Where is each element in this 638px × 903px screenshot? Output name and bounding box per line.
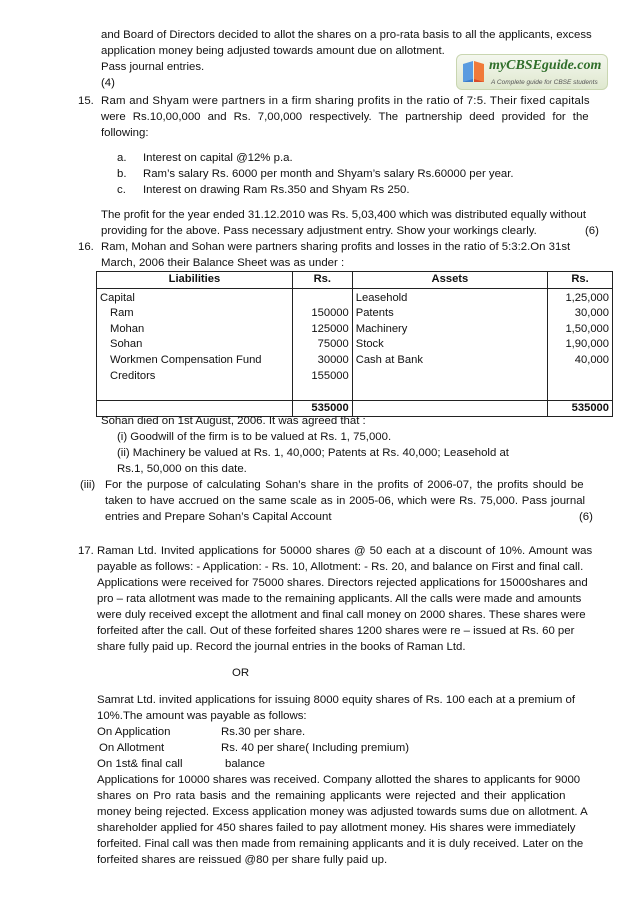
q17-line-7: share fully paid up. Record the journal entries in the books of Raman Ltd. — [97, 641, 466, 653]
q15-item-c-marker: c. — [117, 184, 126, 196]
liability-sohan: Sohan — [110, 338, 143, 351]
liability-capital: Capital — [100, 291, 135, 304]
schedule-value-final-call: balance — [225, 758, 265, 770]
amount-capital — [296, 291, 349, 307]
q17-or: OR — [232, 667, 250, 679]
q17-line-1: Raman Ltd. Invited applications for 50000 shares @ 50 each at a discount of 10%. Amount was — [97, 545, 593, 557]
q16-after-2: (i) Goodwill of the firm is to be valued at Rs. 1, 75,000. — [117, 431, 392, 443]
liability-amounts-cell — [292, 288, 352, 400]
q17-number: 17. — [78, 545, 94, 557]
q15-item-b-marker: b. — [117, 168, 127, 180]
schedule-label-allotment: On Allotment — [99, 742, 165, 754]
schedule-label-application: On Application — [97, 726, 171, 738]
q15-line-2: were Rs.10,00,000 and Rs. 7,00,000 respectively. The partnership deed provided for the — [101, 111, 589, 123]
q17-line-4: pro – rata allotment was made to the remaining applicants. All the calls were made and amounts — [97, 593, 582, 605]
q17-line-2: payable as follows: - Application: - Rs. 10, Allotment: - Rs. 20, and balance on First and final call. — [97, 561, 584, 573]
amount-cash: 40,000 — [574, 353, 609, 366]
q15-number: 15. — [78, 95, 94, 107]
schedule-value-application: Rs.30 per share. — [221, 726, 306, 738]
liability-workmen-fund: Workmen Compensation Fund — [110, 353, 262, 366]
amount-patents: 30,000 — [574, 307, 609, 320]
q17-final-line-5: forfeited. Final call was then made from remaining applicants and it is duly received. Later on the — [97, 838, 584, 850]
amount-mohan: 125000 — [311, 322, 349, 335]
q16-number: 16. — [78, 241, 94, 253]
liability-creditors: Creditors — [110, 369, 156, 382]
amount-leasehold: 1,25,000 — [565, 291, 609, 304]
q17-line-5: were duly received except the allotment and final call money on 2000 shares. These shares were — [97, 609, 586, 621]
header-assets: Assets — [352, 272, 547, 289]
schedule-value-allotment: Rs. 40 per share( Including premium) — [221, 742, 410, 754]
q15-para-1: The profit for the year ended 31.12.2010 was Rs. 5,03,400 which was distributed equally without — [101, 209, 587, 221]
q16-after-4: Rs.1, 50,000 on this date. — [117, 463, 247, 475]
balance-sheet-table — [96, 271, 613, 417]
logo-name: myCBSEguide.com — [489, 58, 602, 73]
q16-line-2: March, 2006 their Balance Sheet was as under : — [101, 257, 345, 269]
asset-stock: Stock — [355, 338, 384, 351]
total-right-label — [352, 400, 547, 417]
q17-final-line-6: forfeited shares are reissued @80 per share fully paid up. — [97, 854, 388, 866]
q15-item-c: Interest on drawing Ram Rs.350 and Shyam Rs 250. — [143, 184, 410, 196]
liabilities-cell — [97, 288, 293, 400]
q17-line-6: forfeited after the call. Out of these forfeited shares 1200 shares were re – issued at Rs. 60 per — [97, 625, 575, 637]
logo-tagline: A Complete guide for CBSE students — [491, 79, 598, 86]
q16-iii-line-3: entries and Prepare Sohan’s Capital Account — [105, 511, 332, 523]
q14-marks: (4) — [101, 77, 115, 89]
q16-iii-marker: (iii) — [80, 479, 96, 491]
q16-iii-line-1: For the purpose of calculating Sohan’s share in the profits of 2006-07, the profits should be — [105, 479, 584, 491]
q15-item-a: Interest on capital @12% p.a. — [143, 152, 293, 164]
asset-machinery: Machinery — [355, 322, 408, 335]
header-liabilities: Liabilities — [97, 272, 293, 289]
q17-alt-line-1: Samrat Ltd. invited applications for issuing 8000 equity shares of Rs. 100 each at a premium of — [97, 694, 576, 706]
header-rs-left: Rs. — [292, 272, 352, 289]
mycbseguide-logo — [456, 54, 608, 90]
asset-leasehold: Leasehold — [355, 291, 408, 304]
amount-sohan: 75000 — [317, 338, 349, 351]
q15-item-a-marker: a. — [117, 152, 127, 164]
q16-marks: (6) — [579, 511, 593, 523]
q17-line-3: Applications were received for 75000 shares. Directors rejected applications for 15000shares and — [97, 577, 588, 589]
q17-final-line-1: Applications for 10000 shares was received. Company allotted the shares to applicants for 9000 — [97, 774, 581, 786]
assets-cell — [352, 288, 547, 400]
q15-marks: (6) — [585, 225, 599, 237]
total-left: 535000 — [292, 400, 352, 417]
q16-iii-line-2: taken to have accrued on the same scale as in 2005-06, which were Rs. 75,000. Pass journal — [105, 495, 586, 507]
amount-stock: 1,90,000 — [565, 338, 609, 351]
schedule-label-final-call: On 1st& final call — [97, 758, 183, 770]
q16-after-3: (ii) Machinery be valued at Rs. 1, 40,000; Patents at Rs. 40,000; Leasehold at — [117, 447, 509, 459]
table-header-row — [97, 272, 613, 289]
q15-item-b: Ram’s salary Rs. 6000 per month and Shyam’s salary Rs.60000 per year. — [143, 168, 514, 180]
table-body-row — [97, 288, 613, 400]
amount-ram: 150000 — [311, 307, 349, 320]
total-right: 535000 — [548, 400, 613, 417]
q14-line-2: application money being adjusted towards amount due on allotment. — [101, 45, 445, 57]
amount-machinery: 1,50,000 — [565, 322, 609, 335]
q15-para-2: providing for the above. Pass necessary adjustment entry. Show your workings clearly. — [101, 225, 537, 237]
q14-line-1: and Board of Directors decided to allot the shares on a pro-rata basis to all the applicants, excess — [101, 29, 592, 41]
q14-line-3: Pass journal entries. — [101, 61, 205, 73]
asset-patents: Patents — [355, 307, 394, 320]
asset-amounts-cell — [548, 288, 613, 400]
q17-final-line-2: shares on Pro rata basis and the remaining applicants were rejected and their application — [97, 790, 566, 802]
q17-alt-line-2: 10%.The amount was payable as follows: — [97, 710, 307, 722]
liability-ram: Ram — [110, 307, 134, 320]
q16-line-1: Ram, Mohan and Sohan were partners sharing profits and losses in the ratio of 5:3:2.On 31st — [101, 241, 571, 253]
q17-final-line-4: shareholder applied for 450 shares failed to pay allotment money. His shares were immediately — [97, 822, 576, 834]
amount-creditors: 155000 — [311, 369, 349, 382]
q16-after-1: Sohan died on 1st August, 2006. It was agreed that : — [101, 415, 366, 427]
amount-workmen-fund: 30000 — [317, 353, 349, 366]
q17-final-line-3: money being rejected. Excess application money was adjusted towards sums due on allotment. A — [97, 806, 588, 818]
q15-line-3: following: — [101, 127, 149, 139]
book-logo-icon — [461, 58, 487, 86]
liability-mohan: Mohan — [110, 322, 145, 335]
asset-cash: Cash at Bank — [355, 353, 423, 366]
q15-line-1: Ram and Shyam were partners in a firm sharing profits in the ratio of 7:5. Their fixed capitals — [101, 95, 590, 107]
header-rs-right: Rs. — [548, 272, 613, 289]
